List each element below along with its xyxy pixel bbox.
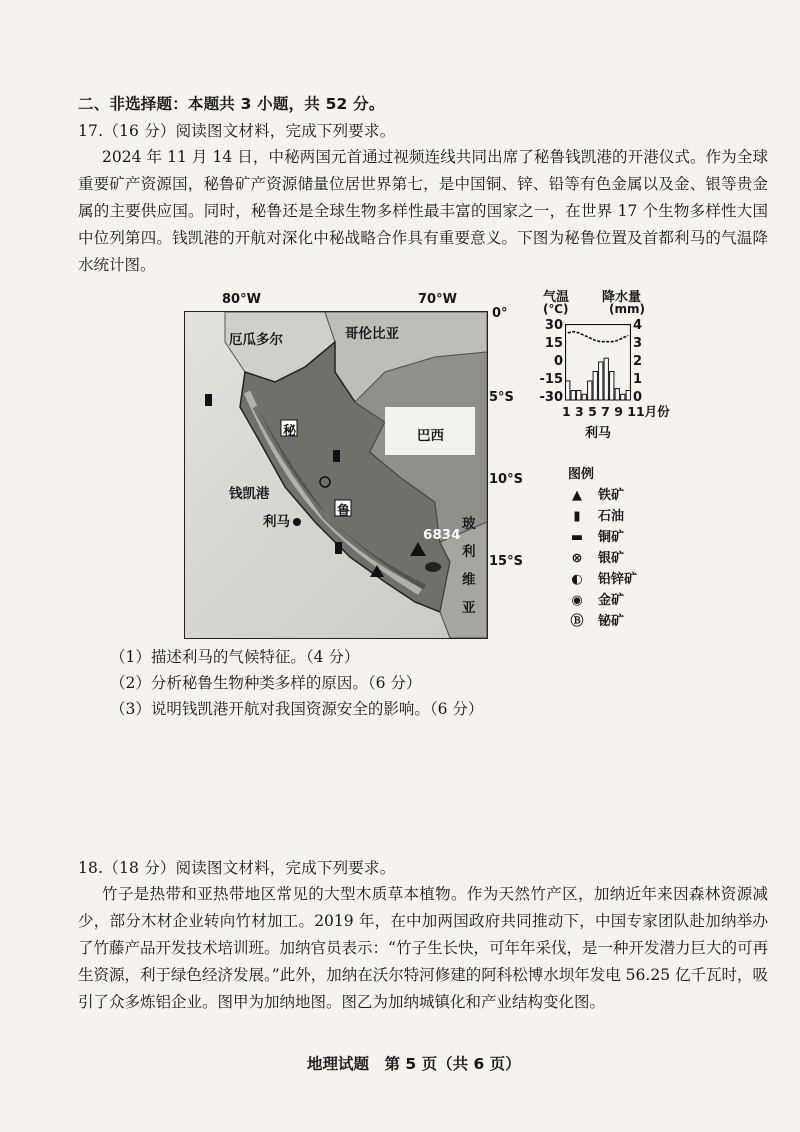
precip-tick-2: 2 — [633, 354, 643, 369]
x-axis-months: 1 3 5 7 9 11月份 — [562, 404, 670, 419]
silver-ore-icon: ⊗ — [571, 551, 583, 566]
legend-item: ◉ 金矿 — [568, 589, 624, 608]
precip-bar — [593, 372, 597, 401]
chancay-port-label: 钱凯港 — [229, 486, 270, 502]
bolivia-label-3: 维 — [462, 572, 476, 588]
legend-item: ◐ 铅锌矿 — [568, 568, 637, 587]
legend-title: 图例 — [568, 467, 595, 482]
gold-ore-icon: ◉ — [571, 593, 583, 608]
lat-5s: 5°S — [489, 390, 514, 405]
legend-item: ▲ 铁矿 — [568, 484, 624, 503]
temp-unit: (℃) — [543, 302, 569, 316]
q18-title: 18.（18 分）阅读图文材料，完成下列要求。 — [78, 859, 396, 877]
chart-city: 利马 — [585, 426, 612, 441]
temp-label: 气温 — [543, 290, 570, 305]
legend-item: ⊗ 银矿 — [568, 547, 624, 566]
legend-item: ▬ 铜矿 — [568, 526, 624, 545]
bismuth-ore-icon: Ⓑ — [570, 614, 584, 629]
brazil-label: 巴西 — [417, 428, 444, 444]
precip-tick-0: 0 — [633, 390, 643, 405]
lon-80w: 80°W — [222, 292, 261, 307]
legend-item: ▮ 石油 — [568, 505, 624, 524]
precip-bar — [588, 381, 592, 400]
precip-bar — [582, 394, 586, 400]
temp-tick-15: 15 — [544, 336, 563, 351]
precip-label: 降水量 — [602, 290, 642, 305]
colombia-label: 哥伦比亚 — [345, 326, 399, 342]
precip-bar — [621, 394, 625, 400]
lima-label: 利马 — [263, 514, 290, 530]
elevation-label: 6834 — [423, 527, 461, 543]
iron-ore-icon: ▲ — [572, 488, 582, 503]
precip-tick-4: 4 — [633, 318, 643, 333]
page-footer: 地理试题 第 5 页（共 6 页） — [307, 1055, 521, 1073]
precip-tick-3: 3 — [633, 336, 643, 351]
precip-bar — [577, 391, 581, 401]
temp-tick-m30: -30 — [539, 390, 563, 405]
lat-15s: 15°S — [489, 554, 523, 569]
precip-bar — [610, 372, 614, 401]
q17-question-3: （3）说明钱凯港开航对我国资源安全的影响。（6 分） — [110, 700, 484, 718]
precip-bar — [604, 358, 608, 400]
bolivia-label-4: 亚 — [462, 600, 476, 616]
temp-tick-30: 30 — [544, 318, 563, 333]
ecuador-label: 厄瓜多尔 — [229, 332, 283, 348]
peru-map — [184, 311, 488, 639]
q17-question-1: （1）描述利马的气候特征。（4 分） — [110, 648, 360, 666]
precip-bar — [571, 391, 575, 401]
lon-70w: 70°W — [418, 292, 457, 307]
lat-0: 0° — [492, 306, 508, 321]
temp-tick-m15: -15 — [539, 372, 563, 387]
precip-unit: (mm) — [609, 302, 645, 316]
peru-mark-2: 鲁 — [337, 504, 351, 519]
q17-question-2: （2）分析秘鲁生物种类多样的原因。（6 分） — [110, 674, 422, 692]
temp-tick-0: 0 — [553, 354, 563, 369]
climate-plot — [565, 324, 631, 404]
lat-10s: 10°S — [489, 472, 523, 487]
precip-bar — [599, 362, 603, 400]
precip-bar — [615, 389, 619, 400]
temperature-line — [568, 332, 629, 342]
precip-tick-1: 1 — [633, 372, 643, 387]
oil-icon: ▮ — [573, 509, 581, 524]
lead-zinc-ore-icon: ◐ — [571, 572, 583, 587]
peru-mark-1: 秘 — [283, 424, 297, 439]
precip-bar — [566, 381, 570, 400]
legend-item: Ⓑ 铋矿 — [568, 610, 624, 629]
map-graphic — [185, 312, 487, 638]
precip-bar — [626, 391, 630, 401]
q18-paragraph: 竹子是热带和亚热带地区常见的大型木质草本植物。作为天然竹产区，加纳近年来因森林资源减少，部分木材企业转向竹材加工。2019 年，在中加两国政府共同推动下，中国专家团队赴加纳举办了竹藤产品开发技术培训班。加纳官员表示：“竹子生长快，可年年采伐，是一种开发潜力巨大的可再生资源，利于绿色经济发展。”此外，加纳在沃尔特河修建的阿科松博水坝年发电 56.25 亿千瓦时，吸引了众多炼铝企业。图甲为加纳地图。图乙为加纳城镇化和产业结构变化图。 — [78, 885, 768, 1011]
section-heading: 二、非选择题：本题共 3 小题，共 52 分。 — [78, 95, 385, 113]
bolivia-label-2: 利 — [462, 544, 476, 560]
q17-title: 17.（16 分）阅读图文材料，完成下列要求。 — [78, 122, 396, 140]
copper-ore-icon: ▬ — [570, 530, 584, 545]
q17-paragraph: 2024 年 11 月 14 日，中秘两国元首通过视频连线共同出席了秘鲁钱凯港的开港仪式。作为全球重要矿产资源国，秘鲁矿产资源储量位居世界第七，是中国铜、锌、铅等有色金属以及金、银等贵金属的主要供应国。同时，秘鲁还是全球生物多样性最丰富的国家之一，在世界 17 个生物多样性大国中位列第四。钱凯港的开航对深化中秘战略合作具有重要意义。下图为秘鲁位置及首都利马的气温降水统计图。 — [78, 148, 768, 274]
bolivia-label-1: 玻 — [462, 516, 476, 532]
